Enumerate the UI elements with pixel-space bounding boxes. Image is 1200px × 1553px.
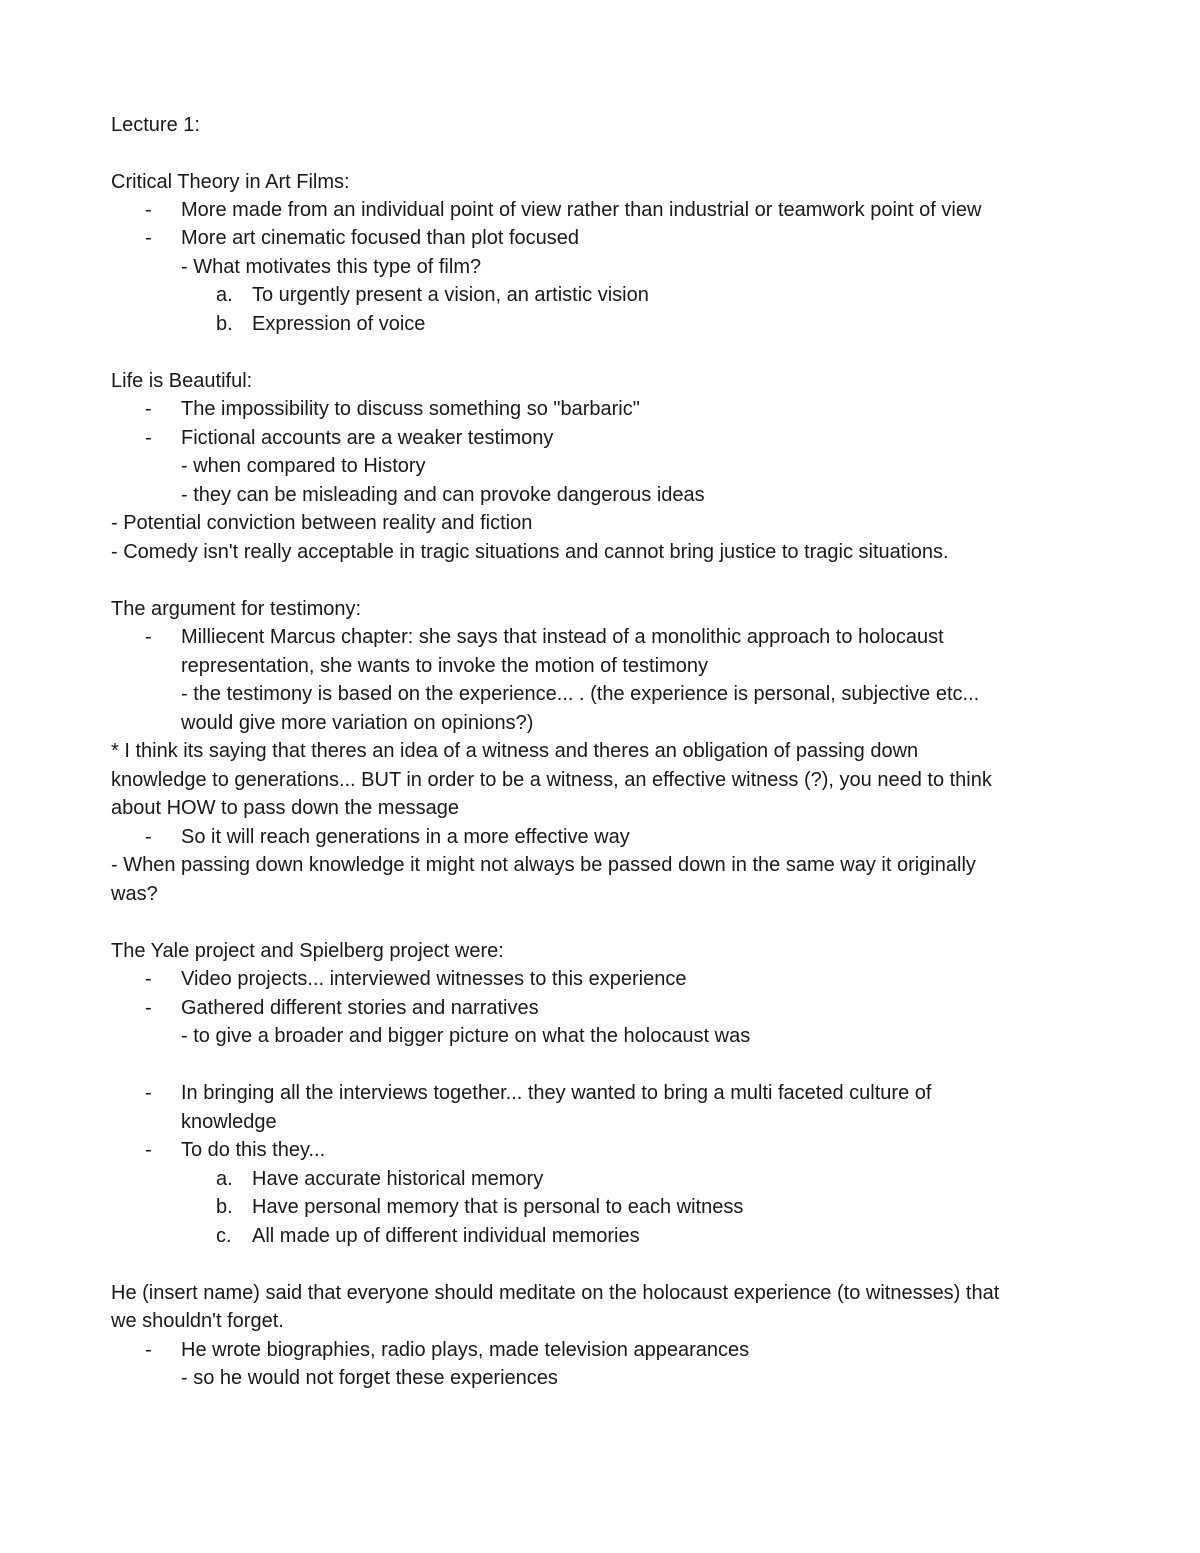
bullet-dash: -: [145, 1082, 152, 1104]
sub-item: - What motivates this type of film?: [181, 256, 482, 278]
sub-item: - so he would not forget these experiences: [181, 1367, 558, 1389]
list-marker: a.: [216, 1168, 233, 1190]
list-item: Video projects... interviewed witnesses to this experience: [181, 968, 687, 990]
text-line: we shouldn't forget.: [111, 1310, 284, 1332]
list-marker: b.: [216, 313, 233, 335]
section-heading-argument-for-testimony: The argument for testimony:: [111, 598, 362, 620]
bullet-dash: -: [145, 968, 152, 990]
lettered-item: All made up of different individual memories: [252, 1225, 640, 1247]
list-item-continuation: representation, she wants to invoke the motion of testimony: [181, 655, 708, 677]
list-item: He wrote biographies, radio plays, made television appearances: [181, 1339, 750, 1361]
text-line: about HOW to pass down the message: [111, 797, 459, 819]
list-marker: a.: [216, 284, 233, 306]
section-heading-life-is-beautiful: Life is Beautiful:: [111, 370, 253, 392]
lettered-item: Expression of voice: [252, 313, 426, 335]
lettered-item: To urgently present a vision, an artistic vision: [252, 284, 649, 306]
list-item: Gathered different stories and narratives: [181, 997, 539, 1019]
bullet-dash: -: [145, 1339, 152, 1361]
bullet-dash: -: [145, 227, 152, 249]
lettered-item: Have accurate historical memory: [252, 1168, 544, 1190]
list-item: Fictional accounts are a weaker testimony: [181, 427, 554, 449]
sub-item: - the testimony is based on the experience... . (the experience is personal, subjective etc...: [181, 683, 980, 705]
bullet-dash: -: [145, 398, 152, 420]
list-item: More made from an individual point of view rather than industrial or teamwork point of view: [181, 199, 982, 221]
sub-item: - to give a broader and bigger picture on what the holocaust was: [181, 1025, 751, 1047]
sub-item-continuation: would give more variation on opinions?): [181, 712, 534, 734]
list-marker: b.: [216, 1196, 233, 1218]
text-line: was?: [111, 883, 158, 905]
section-heading-yale-spielberg: The Yale project and Spielberg project were:: [111, 940, 504, 962]
list-item: So it will reach generations in a more effective way: [181, 826, 630, 848]
list-item: To do this they...: [181, 1139, 326, 1161]
lettered-item: Have personal memory that is personal to each witness: [252, 1196, 744, 1218]
sub-item: - when compared to History: [181, 455, 426, 477]
text-line: - Comedy isn't really acceptable in tragic situations and cannot bring justice to tragic situations.: [111, 541, 949, 563]
bullet-dash: -: [145, 199, 152, 221]
bullet-dash: -: [145, 826, 152, 848]
bullet-dash: -: [145, 997, 152, 1019]
bullet-dash: -: [145, 626, 152, 648]
text-line: knowledge to generations... BUT in order to be a witness, an effective witness (?), you need to think: [111, 769, 992, 791]
text-line: - Potential conviction between reality and fiction: [111, 512, 533, 534]
list-marker: c.: [216, 1225, 232, 1247]
section-heading-critical-theory: Critical Theory in Art Films:: [111, 171, 350, 193]
list-item: More art cinematic focused than plot focused: [181, 227, 579, 249]
bullet-dash: -: [145, 427, 152, 449]
bullet-dash: -: [145, 1139, 152, 1161]
text-line: He (insert name) said that everyone should meditate on the holocaust experience (to witnesses) that: [111, 1282, 1000, 1304]
text-line: - When passing down knowledge it might not always be passed down in the same way it originally: [111, 854, 976, 876]
sub-item: - they can be misleading and can provoke dangerous ideas: [181, 484, 705, 506]
list-item: Milliecent Marcus chapter: she says that instead of a monolithic approach to holocaust: [181, 626, 944, 648]
list-item: The impossibility to discuss something so "barbaric": [181, 398, 640, 420]
list-item: In bringing all the interviews together... they wanted to bring a multi faceted culture of: [181, 1082, 932, 1104]
text-line: * I think its saying that theres an idea of a witness and theres an obligation of passing down: [111, 740, 919, 762]
lecture-title: Lecture 1:: [111, 114, 200, 136]
list-item-continuation: knowledge: [181, 1111, 277, 1133]
